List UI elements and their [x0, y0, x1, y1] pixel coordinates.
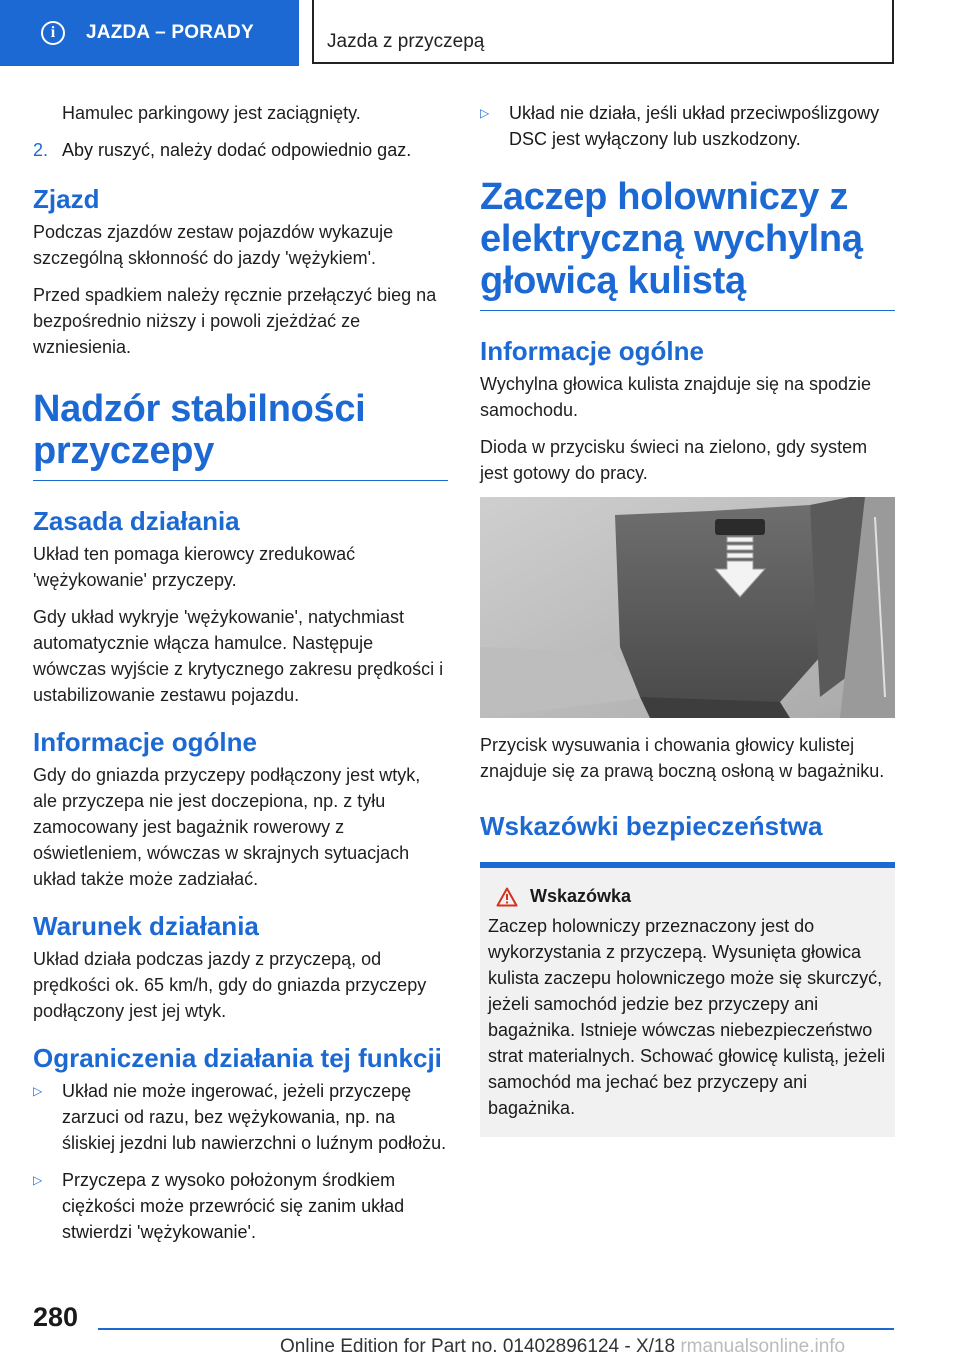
zasada-paragraph-1: Układ ten pomaga kierowcy zredukować 'wężykowanie' przyczepy. — [33, 544, 356, 590]
header-section-label: JAZDA – PORADY — [86, 22, 254, 43]
heading-informacje: Informacje ogólne — [33, 727, 257, 757]
warning-box — [480, 868, 895, 1137]
list-item — [480, 100, 895, 152]
step-continuation: Hamulec parkingowy jest zaciągnięty. — [62, 103, 361, 123]
heading-rule — [33, 480, 448, 481]
triangle-bullet-icon: ▷ — [33, 1084, 43, 1098]
list-item — [33, 1078, 448, 1156]
triangle-bullet-icon: ▷ — [480, 106, 490, 120]
heading-ograniczenia: Ograniczenia działania tej funkcji — [33, 1043, 442, 1073]
heading-wskazowki: Wskazówki bezpieczeństwa — [480, 811, 823, 841]
zjazd-paragraph-1: Podczas zjazdów zestaw pojazdów wykazuje szczególną skłonność do jazdy 'wężykiem'. — [33, 222, 394, 268]
header-title-box — [312, 0, 894, 64]
heading-informacje-ogolne: Informacje ogólne — [480, 336, 704, 366]
step-number: 2. — [33, 140, 49, 160]
zasada-paragraph-2: Gdy układ wykryje 'wężykowanie', natychmiast automatycznie włącza hamulce. Następuje wówczas wyjście z krytycznego zakresu prędkości i ustabilizowanie zestawu pojazdu. — [33, 607, 444, 705]
photo-caption: Przycisk wysuwania i chowania głowicy kulistej znajduje się za prawą boczną osłoną w bagażniku. — [480, 735, 885, 781]
step-2 — [33, 137, 448, 163]
header-section-tab — [0, 0, 299, 66]
footer-edition-line — [280, 1336, 845, 1358]
left-column — [33, 100, 448, 1256]
warunek-paragraph: Układ działa podczas jazdy z przyczepą, od prędkości ok. 65 km/h, gdy do gniazda przyczepy podłączony jest jej wtyk. — [33, 949, 427, 1021]
heading-zasada: Zasada działania — [33, 506, 240, 536]
heading-zaczep: Zaczep holowniczy z elektryczną wychylną głowicą kulistą — [480, 176, 863, 302]
triangle-bullet-icon: ▷ — [33, 1173, 43, 1187]
info-icon: i — [41, 21, 65, 45]
list-item — [33, 1167, 448, 1245]
warning-header — [496, 886, 887, 907]
informacje-paragraph: Gdy do gniazda przyczepy podłączony jest wtyk, ale przyczepa nie jest doczepiona, np. z tyłu zamocowany jest bagażnik rowerowy z oświetleniem, wówczas w skrajnych sytuacjach układ także może zadziałać. — [33, 765, 421, 889]
trunk-button-photo — [480, 497, 895, 718]
right-column — [480, 100, 895, 1137]
page-number: 280 — [33, 1302, 79, 1332]
footer-edition: Online Edition for Part no. 01402896124 - X/18 — [280, 1336, 676, 1357]
heading-rule — [480, 310, 895, 311]
footer-watermark: rmanualsonline.info — [680, 1336, 846, 1357]
heading-nadzor: Nadzór stabilności przyczepy — [33, 388, 366, 472]
list-item-text: Układ nie działa, jeśli układ przeciwpoślizgowy DSC jest wyłączony lub uszkodzony. — [509, 103, 880, 149]
list-item-text: Układ nie może ingerować, jeżeli przyczepę zarzuci od razu, bez wężykowania, np. na śliskiej jezdni lub nawierzchni o luźnym podłożu. — [62, 1081, 447, 1153]
heading-warunek: Warunek działania — [33, 911, 259, 941]
warning-text: Zaczep holowniczy przeznaczony jest do wykorzystania z przyczepą. Wysunięta głowica kulista zaczepu holowniczego może się skurczyć, jeżeli samochód jedzie bez przyczepy ani bagażnika. Istnieje wówczas niebezpieczeństwo strat materialnych. Schować głowicę kulistą, jeżeli samochód ma jechać bez przyczepy ani bagażnika. — [488, 916, 886, 1118]
list-item-text: Przyczepa z wysoko położonym środkiem ciężkości może przewrócić się zanim układ stwierdzi 'wężykowanie'. — [62, 1170, 405, 1242]
heading-zjazd: Zjazd — [33, 184, 100, 214]
warning-triangle-icon — [496, 887, 518, 907]
zjazd-paragraph-2: Przed spadkiem należy ręcznie przełączyć bieg na bezpośrednio niższy i powoli zjeżdżać ze wzniesienia. — [33, 285, 437, 357]
informacje-paragraph-1: Wychylna głowica kulista znajduje się na spodzie samochodu. — [480, 374, 872, 420]
page-title: Jazda z przyczepą — [327, 31, 485, 52]
footer-rule — [98, 1328, 894, 1330]
step-text: Aby ruszyć, należy dodać odpowiednio gaz. — [62, 140, 412, 160]
warning-label: Wskazówka — [530, 886, 632, 906]
informacje-paragraph-2: Dioda w przycisku świeci na zielono, gdy system jest gotowy do pracy. — [480, 437, 868, 483]
